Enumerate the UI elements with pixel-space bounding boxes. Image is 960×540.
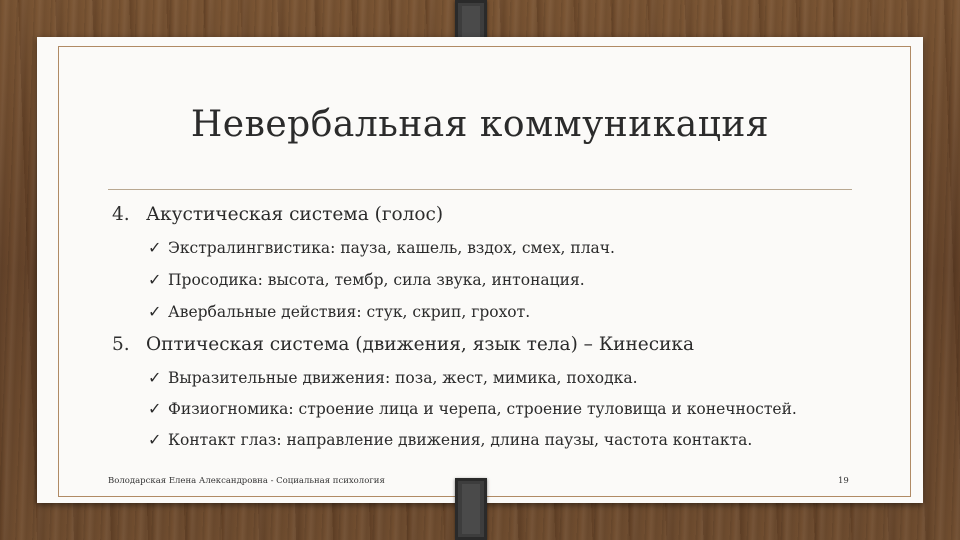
list-item-text: Просодика: высота, тембр, сила звука, интонация.: [168, 271, 585, 289]
footer-author: Володарская Елена Александровна - Социальная психология: [108, 476, 385, 486]
list-item-text: Выразительные движения: поза, жест, мимика, походка.: [168, 369, 638, 387]
binder-clip-bottom-icon: [455, 478, 487, 540]
section-4-heading: [112, 204, 443, 225]
list-item-text: Физиогномика: строение лица и черепа, строение туловища и конечностей.: [168, 400, 797, 418]
list-item: [148, 302, 530, 321]
section-number: 4.: [112, 204, 130, 225]
section-5-heading: [112, 334, 694, 355]
checkmark-icon: ✓: [148, 302, 162, 321]
section-number: 5.: [112, 334, 130, 355]
list-item: [148, 270, 585, 289]
list-item: [148, 368, 638, 387]
checkmark-icon: ✓: [148, 430, 162, 449]
list-item-text: Контакт глаз: направление движения, длина паузы, частота контакта.: [168, 431, 753, 449]
slide-title: Невербальная коммуникация: [190, 104, 770, 145]
checkmark-icon: ✓: [148, 368, 162, 387]
checkmark-icon: ✓: [148, 238, 162, 257]
section-heading-text: Оптическая система (движения, язык тела) – Кинесика: [146, 334, 695, 355]
title-divider: [108, 189, 852, 190]
checkmark-icon: ✓: [148, 270, 162, 289]
section-heading-text: Акустическая система (голос): [146, 204, 444, 225]
list-item: [148, 430, 752, 449]
list-item: [148, 399, 797, 418]
list-item-text: Экстралингвистика: пауза, кашель, вздох, смех, плач.: [168, 239, 615, 257]
list-item: [148, 238, 615, 257]
list-item-text: Авербальные действия: стук, скрип, грохот.: [168, 303, 531, 321]
checkmark-icon: ✓: [148, 399, 162, 418]
page-number: 19: [838, 476, 849, 486]
